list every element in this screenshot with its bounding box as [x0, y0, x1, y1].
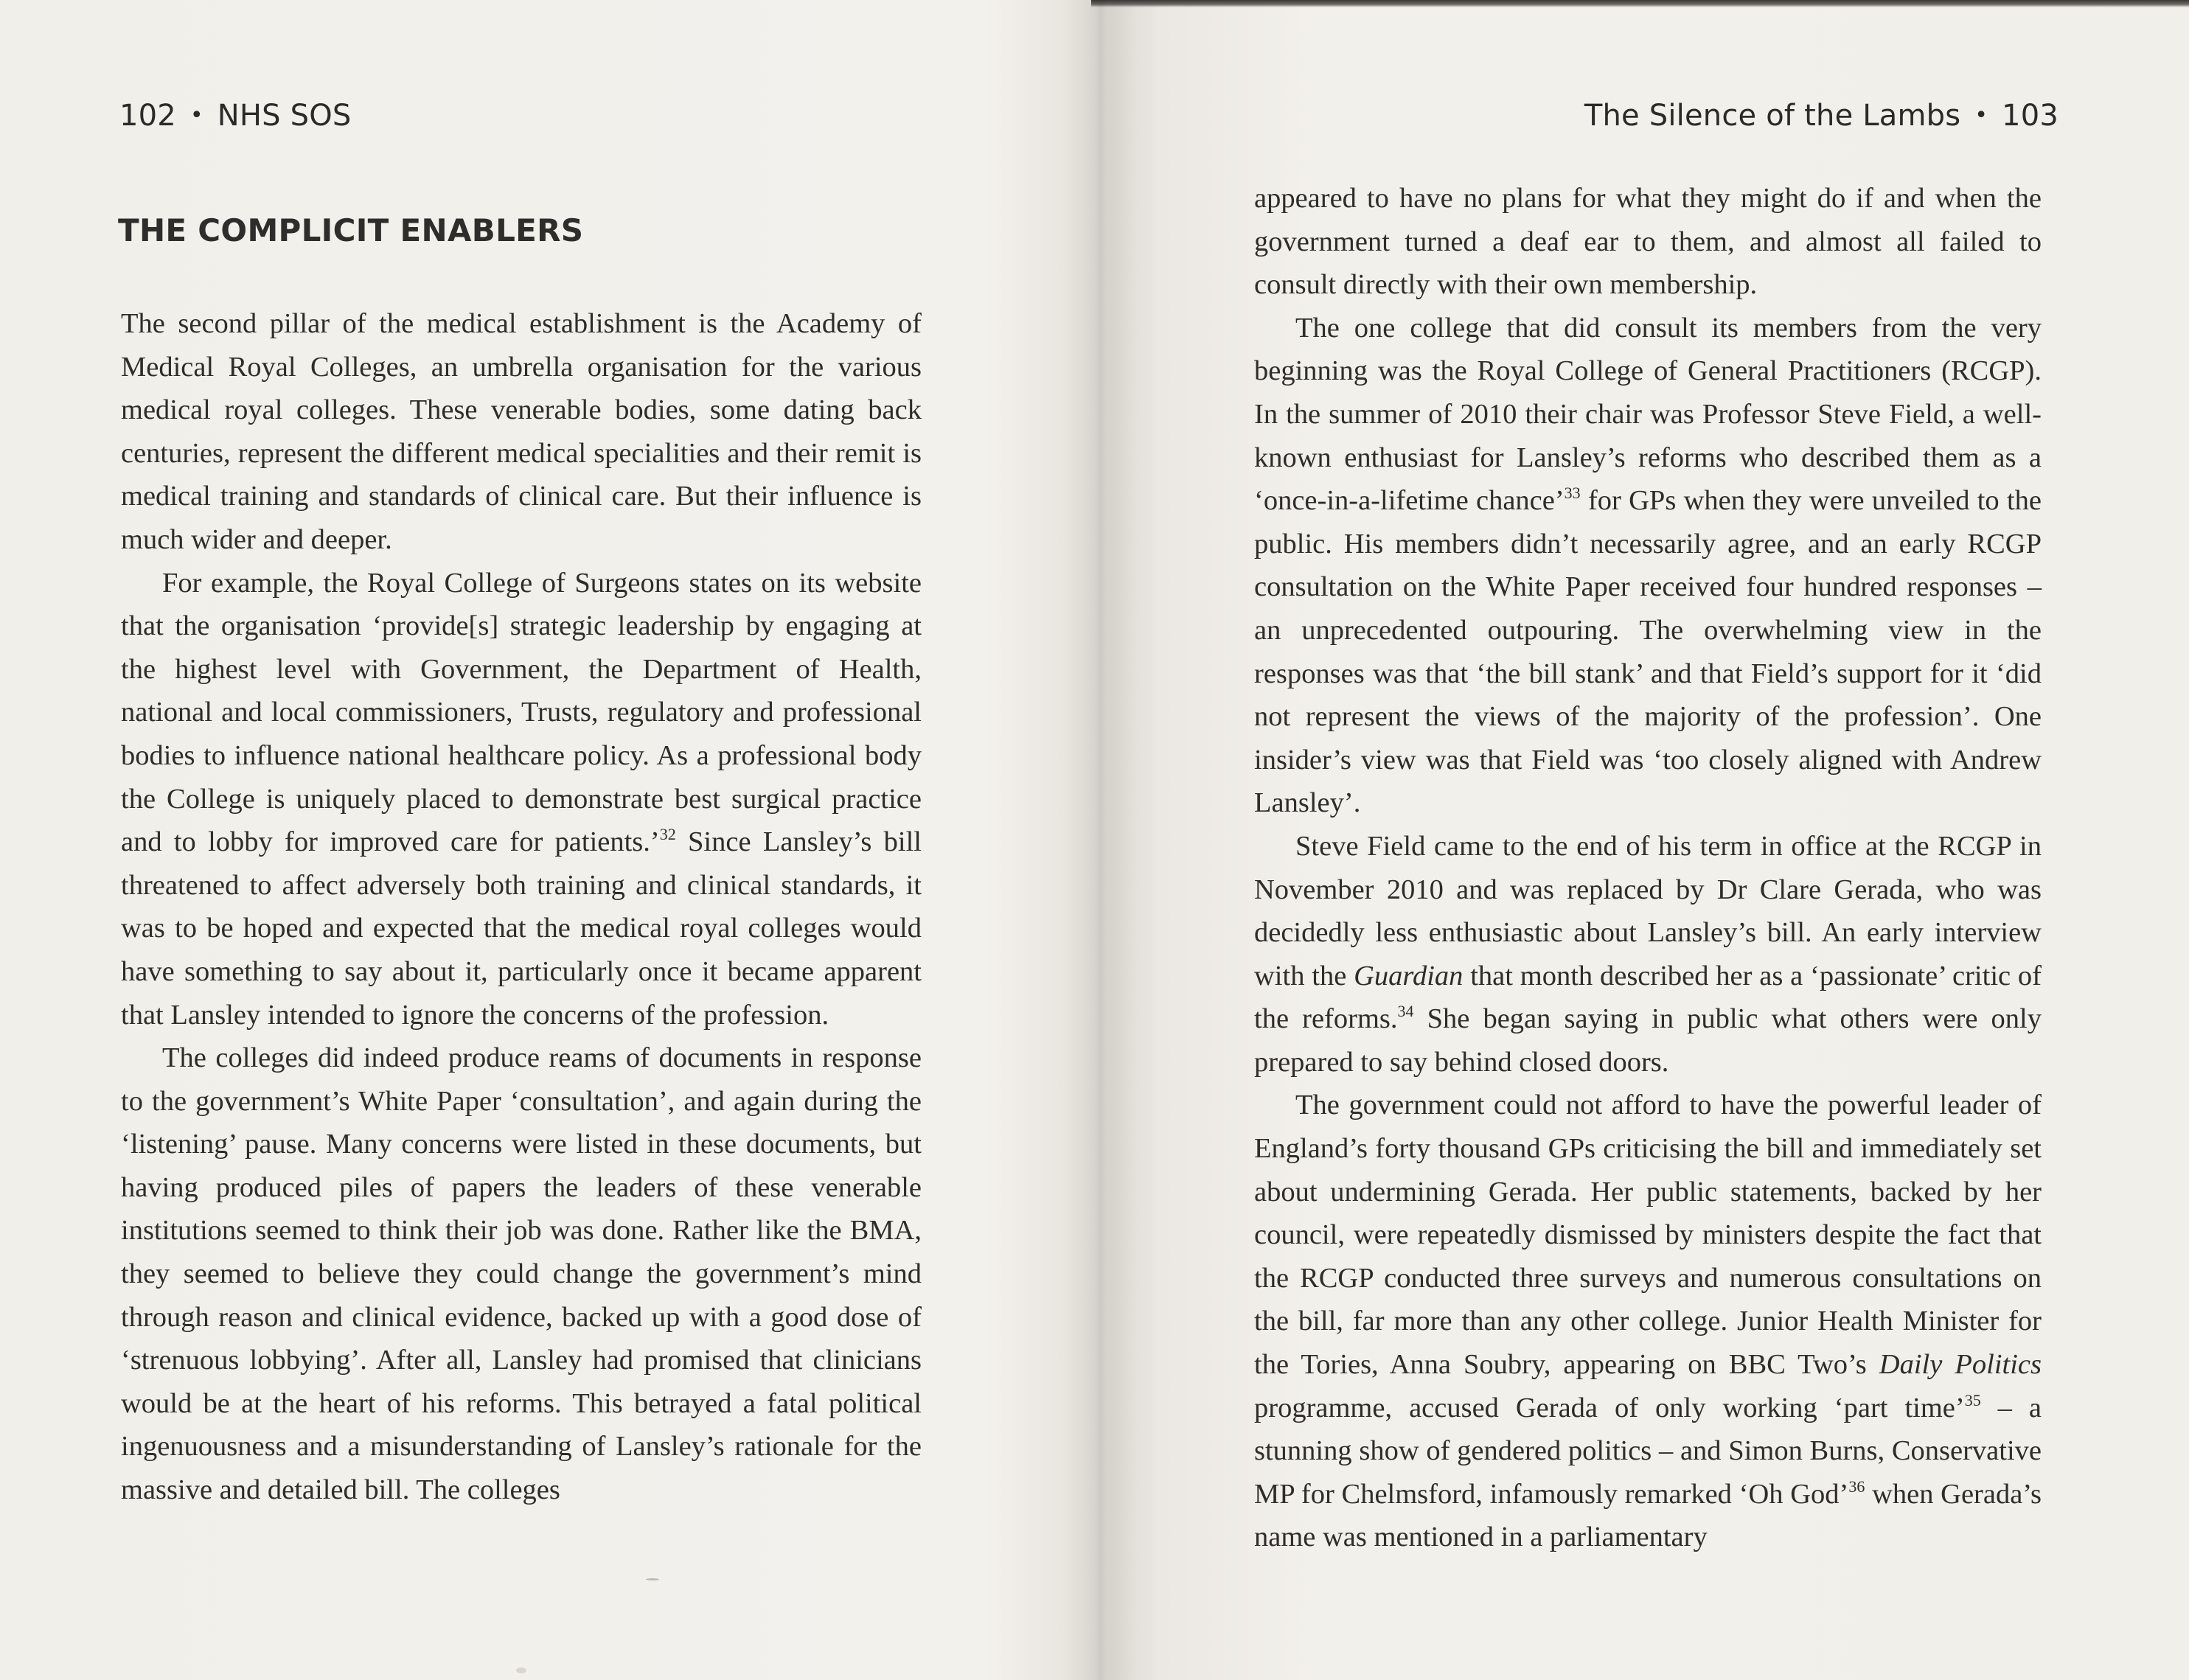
footnote-marker: 33 — [1564, 484, 1581, 503]
footnote-marker: 35 — [1964, 1390, 1981, 1409]
footnote-marker: 34 — [1397, 1002, 1414, 1021]
left-body-text — [121, 302, 922, 1512]
right-running-head — [1584, 99, 2059, 143]
programme-title: Daily Politics — [1879, 1349, 2042, 1381]
paragraph: For example, the Royal College of Surgeons states on its website that the organisation ‘provide[s] strategic leadership by engaging at the highest level with Government, the Department of Health, national and local commissioners, Trusts, regulatory and professional bodies to influence national healthcare policy. As a professional body the College is uniquely placed to demonstrate best surgical practice and to lobby for improved care for patients.’$^{32}$ Since Lansley’s bill threatened to affect adversely both training and clinical standards, it was to be hoped and expected that the medical royal colleges would have something to say about it, particularly once it became apparent that Lansley intended to ignore the concerns of the profession. — [121, 567, 922, 1031]
right-page — [1091, 0, 2189, 1680]
paragraph: appeared to have no plans for what they might do if and when the government turned a deaf ear to them, and almost all failed to consult directly with their own membership. — [1254, 183, 2042, 301]
running-head-bullet: • — [1974, 102, 1988, 128]
book-title: NHS SOS — [217, 99, 352, 133]
paragraph: The second pillar of the medical establishment is the Academy of Medical Royal Colleges, an umbrella organisation for the various medical royal colleges. These venerable bodies, some dating back centuries, represent the different medical specialities and their remit is medical training and standards of clinical care. But their influence is much wider and deeper. — [121, 308, 922, 555]
paper-speck — [646, 1578, 659, 1580]
left-running-head — [119, 99, 351, 143]
footnote-marker: 36 — [1848, 1477, 1865, 1496]
right-page-number: 103 — [2002, 99, 2059, 133]
section-heading: THE COMPLICIT ENABLERS — [118, 212, 584, 248]
paragraph: The colleges did indeed produce reams of documents in response to the government’s White Paper ‘consultation’, and again during the ‘listening’ pause. Many concerns were listed in these documents, but having produced piles of papers the leaders of these venerable institutions seemed to think their job was done. Rather like the BMA, they seemed to believe they could change the government’s mind through reason and clinical evidence, backed up with a good dose of ‘strenuous lobbying’. After all, Lansley had promised that clinicians would be at the heart of his reforms. This betrayed a fatal political ingenuousness and a misunderstanding of Lansley’s rationale for the massive and detailed bill. The colleges — [121, 1042, 922, 1506]
right-body-text — [1254, 177, 2042, 1559]
running-head-bullet: • — [189, 102, 203, 128]
paragraph: Steve Field came to the end of his term in office at the RCGP in November 2010 and was replaced by Dr Clare Gerada, who was decidedly less enthusiastic about Lansley’s bill. An early interview with the Guardian that month described her as a ‘passionate’ critic of the reforms.$^{34}$ She began saying in public what others were only prepared to say behind closed doors. — [1254, 830, 2042, 1078]
left-page-number: 102 — [119, 99, 176, 133]
paper-speck — [516, 1667, 526, 1673]
paragraph: The government could not afford to have the powerful leader of England’s forty thousand GPs criticising the bill and immediately set about undermining Gerada. Her public statements, backed by her council, were repeatedly dismissed by ministers despite the fact that the RCGP conducted three surveys and numerous consultations on the bill, far more than any other college. Junior Health Minister for the Tories, Anna Soubry, appearing on BBC Two’s Daily Politics programme, accused Gerada of only working ‘part time’$^{35}$ – a stunning show of gendered politics – and Simon Burns, Conservative MP for Chelmsford, infamously remarked ‘Oh God’$^{36}$ when Gerada’s name was mentioned in a parliamentary — [1254, 1090, 2042, 1553]
footnote-marker: 32 — [659, 825, 676, 844]
left-page — [0, 0, 1091, 1680]
paragraph: The one college that did consult its members from the very beginning was the Royal College of General Practitioners (RCGP). In the summer of 2010 their chair was Professor Steve Field, a well-known enthusiast for Lansley’s reforms who described them as a ‘once-in-a-lifetime chance’$^{33}$ for GPs when they were unveiled to the public. His members didn’t necessarily agree, and an early RCGP consultation on the White Paper received four hundred responses – an unprecedented outpouring. The overwhelming view in the responses was that ‘the bill stank’ and that Field’s support for it ‘did not represent the views of the majority of the profession’. One insider’s view was that Field was ‘too closely aligned with Andrew Lansley’. — [1254, 312, 2042, 819]
chapter-title: The Silence of the Lambs — [1584, 99, 1961, 133]
publication-title: Guardian — [1354, 960, 1464, 991]
